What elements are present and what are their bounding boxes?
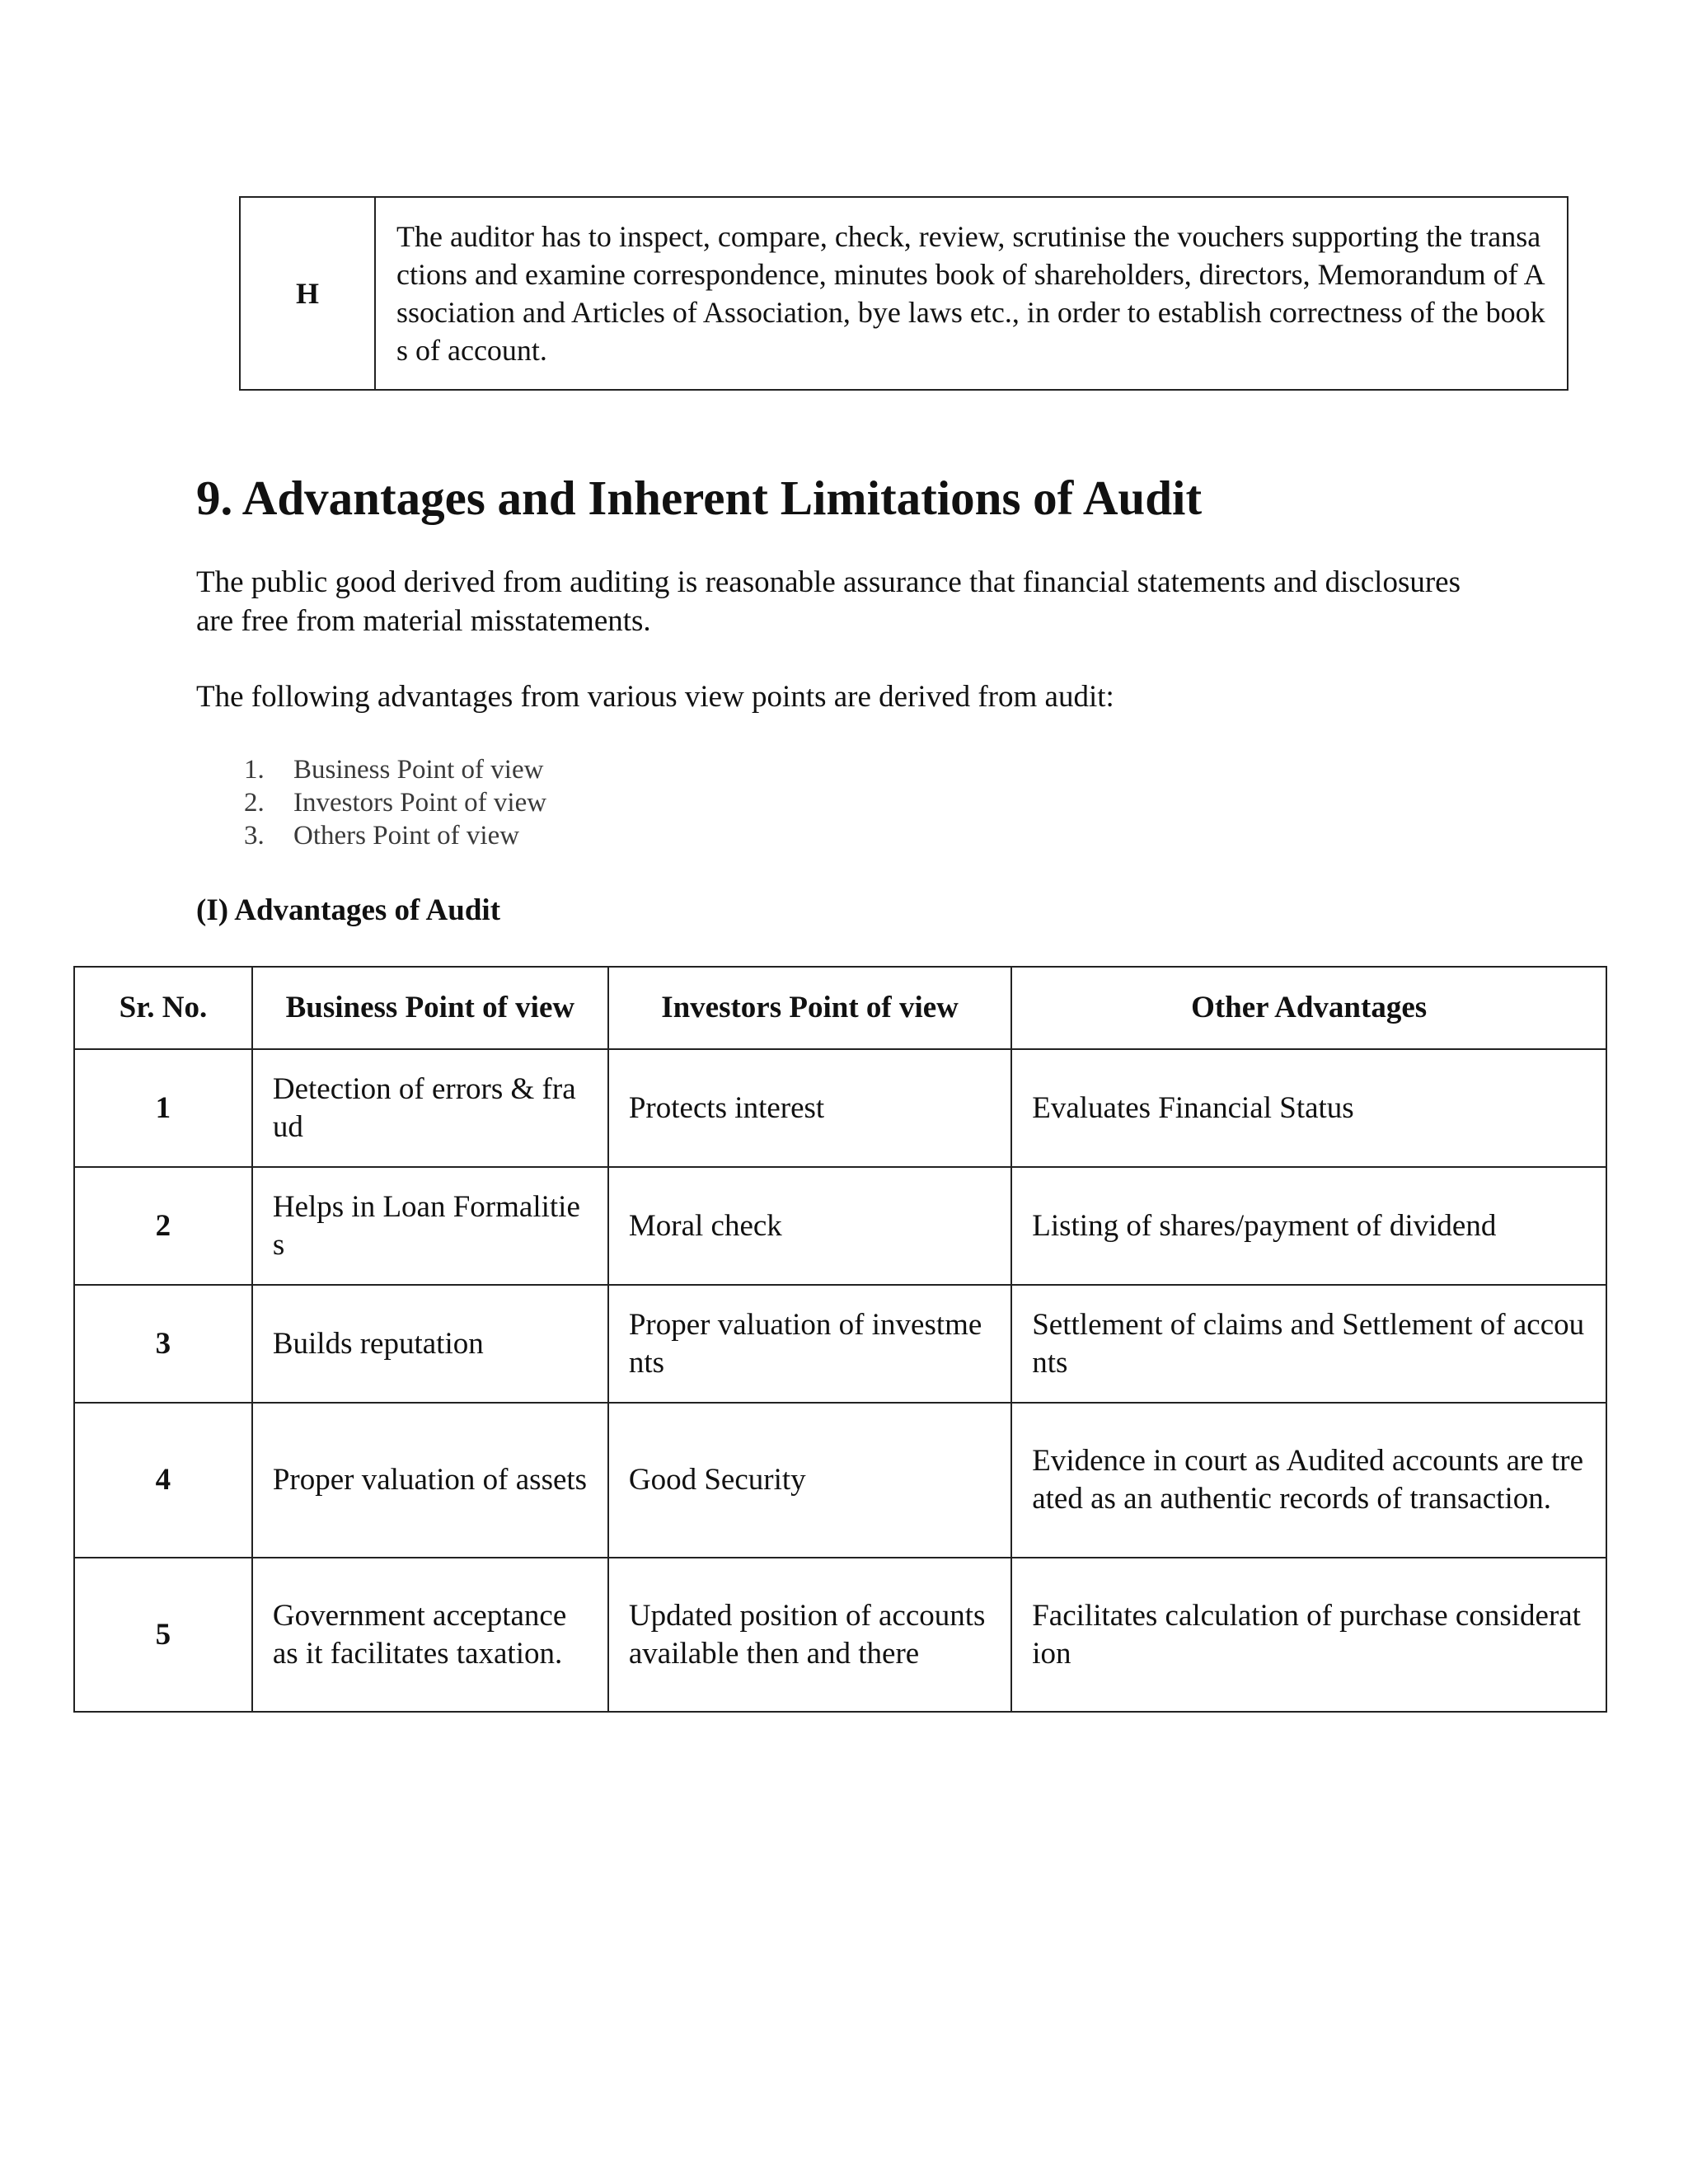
cell-investors: Moral check <box>608 1167 1011 1285</box>
table-row <box>74 1558 1606 1712</box>
cell-business: Proper valuation of assets <box>252 1403 608 1558</box>
cell-investors: Good Security <box>608 1403 1011 1558</box>
cell-other: Settlement of claims and Settlement of accounts <box>1011 1285 1606 1403</box>
list-text: Investors Point of view <box>293 788 547 818</box>
cell-investors: Proper valuation of investments <box>608 1285 1011 1403</box>
advantages-intro: The following advantages from various view points are derived from audit: <box>196 680 1114 714</box>
table-header-row <box>74 967 1606 1049</box>
cell-other: Evidence in court as Audited accounts are treated as an authentic records of transaction. <box>1011 1403 1606 1558</box>
table-row <box>74 1049 1606 1167</box>
list-item <box>196 786 546 819</box>
list-text: Others Point of view <box>293 821 520 851</box>
cell-other: Facilitates calculation of purchase consideration <box>1011 1558 1606 1712</box>
header-business: Business Point of view <box>252 967 608 1049</box>
top-table-text: The auditor has to inspect, compare, check, review, scrutinise the vouchers supporting the transactions and examine correspondence, minutes book of shareholders, directors, Memorandum of Association and Articles of Association, bye laws etc., in order to establish correctness of the books of account. <box>375 197 1568 390</box>
cell-business: Builds reputation <box>252 1285 608 1403</box>
top-table-label: H <box>240 197 375 390</box>
cell-sr: 1 <box>74 1049 252 1167</box>
list-number: 3. <box>244 821 265 851</box>
cell-business: Detection of errors & fraud <box>252 1049 608 1167</box>
top-table-row <box>240 197 1568 390</box>
cell-business: Helps in Loan Formalities <box>252 1167 608 1285</box>
cell-sr: 3 <box>74 1285 252 1403</box>
header-sr-no: Sr. No. <box>74 967 252 1049</box>
cell-sr: 4 <box>74 1403 252 1558</box>
cell-sr: 5 <box>74 1558 252 1712</box>
list-item <box>196 819 546 852</box>
header-other: Other Advantages <box>1011 967 1606 1049</box>
advantages-subtitle: (I) Advantages of Audit <box>196 893 501 927</box>
viewpoint-list <box>196 753 546 852</box>
advantages-table <box>73 966 1607 1713</box>
list-number: 2. <box>244 788 265 818</box>
table-row <box>74 1285 1606 1403</box>
cell-investors: Updated position of accounts available then and there <box>608 1558 1011 1712</box>
table-row <box>74 1167 1606 1285</box>
table-row <box>74 1403 1606 1558</box>
intro-paragraph: The public good derived from auditing is reasonable assurance that financial statements and disclosures are free from material misstatements. <box>196 565 1461 638</box>
section-title: 9. Advantages and Inherent Limitations of Audit <box>196 471 1203 525</box>
cell-investors: Protects interest <box>608 1049 1011 1167</box>
list-text: Business Point of view <box>293 755 544 785</box>
cell-sr: 2 <box>74 1167 252 1285</box>
cell-other: Evaluates Financial Status <box>1011 1049 1606 1167</box>
list-number: 1. <box>244 755 265 785</box>
cell-other: Listing of shares/payment of dividend <box>1011 1167 1606 1285</box>
list-item <box>196 753 546 786</box>
cell-business: Government acceptance as it facilitates taxation. <box>252 1558 608 1712</box>
top-table <box>239 196 1568 391</box>
header-investors: Investors Point of view <box>608 967 1011 1049</box>
